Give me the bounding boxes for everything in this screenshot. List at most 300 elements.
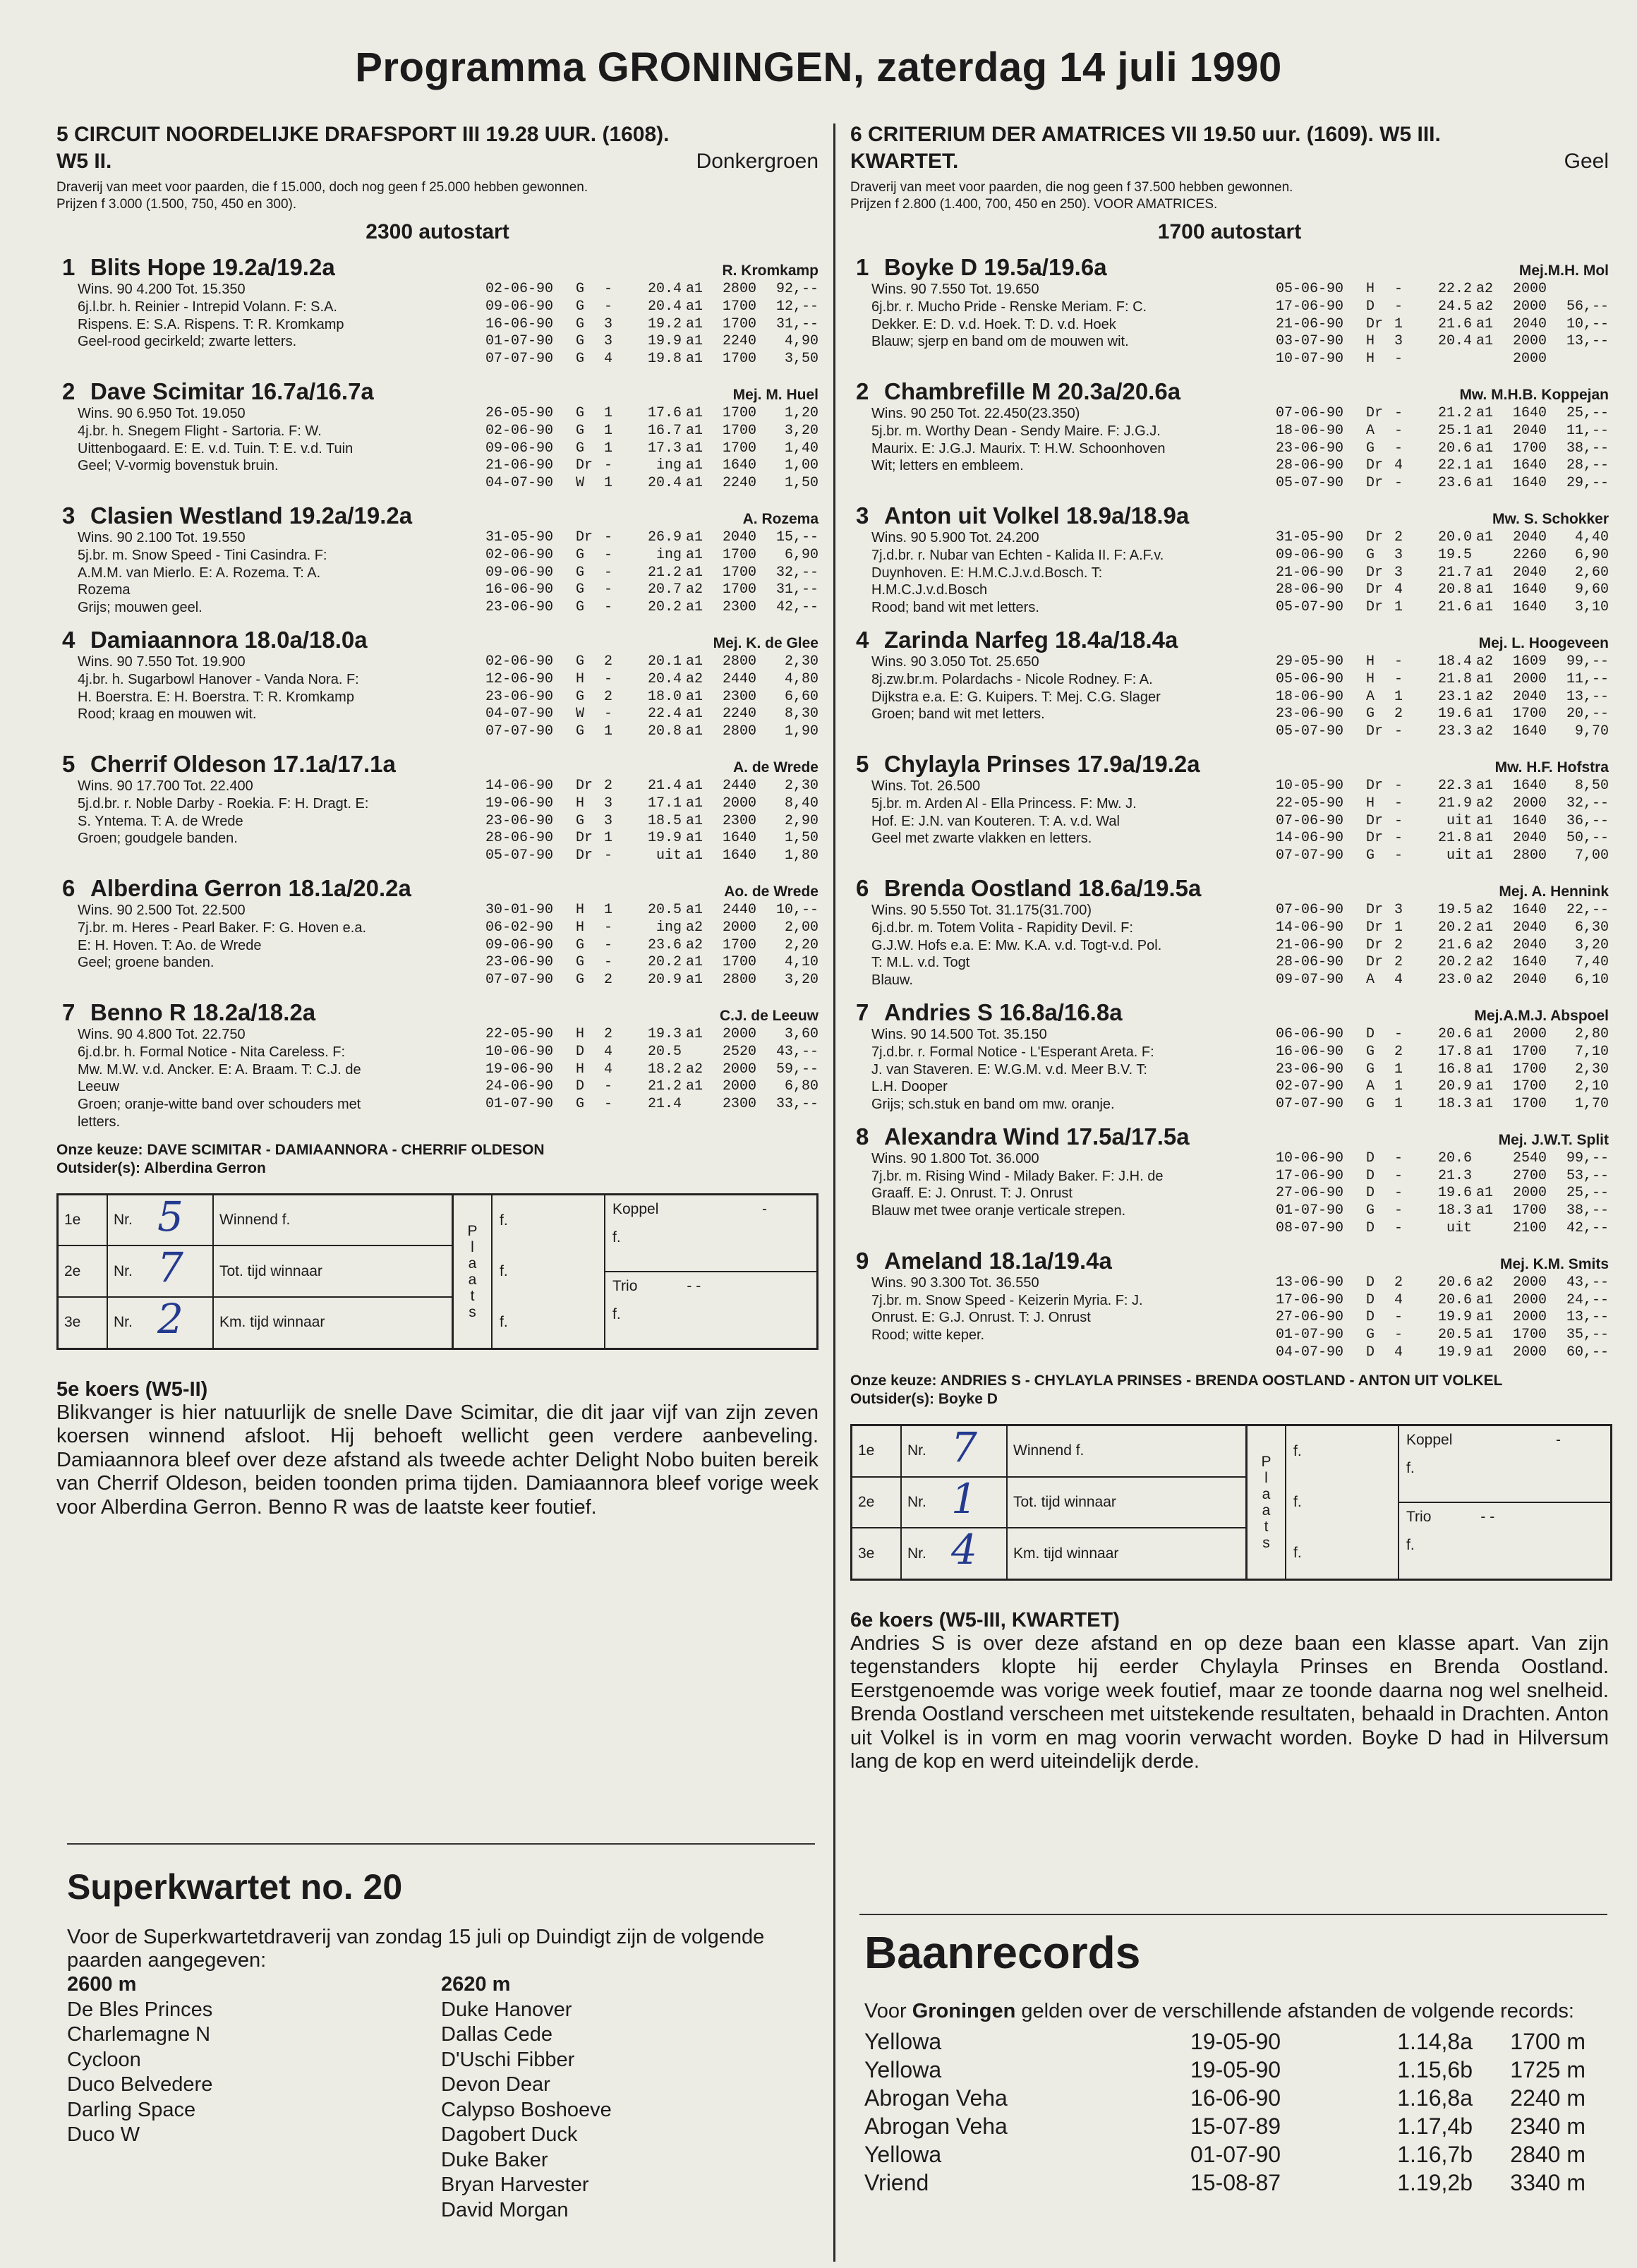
result-cell: D xyxy=(1366,1309,1375,1326)
result-cell: 22,-- xyxy=(1566,901,1609,918)
result-cell: 20.0 xyxy=(1437,529,1472,545)
horse-name: Alexandra Wind 17.5a/17.5a xyxy=(884,1123,1190,1150)
result-cell: 1700 xyxy=(1512,1327,1547,1344)
result-cell: 23-06-90 xyxy=(485,812,554,829)
result-row xyxy=(1276,689,1609,706)
result-cell: 2000 xyxy=(1512,333,1547,350)
result-row xyxy=(1276,351,1609,368)
result-cell: 11,-- xyxy=(1566,670,1609,687)
result-row xyxy=(1276,423,1609,440)
result-cell: 1640 xyxy=(1512,404,1547,421)
result-cell: 21.3 xyxy=(1437,1167,1472,1184)
result-cell: 3,20 xyxy=(1574,936,1609,953)
result-cell: 17-06-90 xyxy=(1276,298,1344,315)
baanrecords-title: Baanrecords xyxy=(864,1927,1141,1978)
result-cell: 1700 xyxy=(722,546,756,563)
result-cell: D xyxy=(1366,1344,1375,1361)
horse-info xyxy=(871,281,1276,368)
horse-name: Damiaannora 18.0a/18.0a xyxy=(90,626,368,653)
result-cell: G xyxy=(1366,1061,1375,1078)
result-cell: 4 xyxy=(1394,581,1403,598)
record-cell: Yellowa xyxy=(864,2057,942,2082)
result-cell: 01-07-90 xyxy=(485,333,554,350)
result-cell: 18.3 xyxy=(1437,1096,1472,1113)
placing-position: 3e xyxy=(59,1298,108,1348)
result-cell: 31,-- xyxy=(775,581,818,598)
record-row xyxy=(864,2027,1612,2056)
horse-header xyxy=(56,751,818,778)
result-cell: 20.6 xyxy=(1437,1025,1472,1042)
result-row xyxy=(1276,706,1609,723)
result-cell: a1 xyxy=(1475,1202,1493,1219)
result-cell: a1 xyxy=(685,830,703,847)
result-row xyxy=(485,298,818,316)
handwritten-number[interactable]: 7 xyxy=(951,1423,977,1471)
result-row xyxy=(1276,1096,1609,1114)
race-commentary xyxy=(56,1378,818,1520)
record-cell: 1.19,2b xyxy=(1397,2170,1473,2195)
result-cell: 1640 xyxy=(1512,812,1547,829)
result-cell: a1 xyxy=(685,653,703,670)
result-cell: 23-06-90 xyxy=(1276,706,1344,723)
amount-f: f. xyxy=(500,1262,508,1279)
result-row xyxy=(1276,1220,1609,1238)
koppel-f: f. xyxy=(612,1229,621,1245)
result-cell: 2 xyxy=(604,653,613,670)
result-cell: 16-06-90 xyxy=(1276,1043,1344,1060)
result-cell: 1,50 xyxy=(784,830,818,847)
result-cell: a1 xyxy=(685,404,703,421)
placing-row xyxy=(59,1295,452,1348)
horse-entry-name: Charlemagne N xyxy=(67,2023,211,2046)
result-cell: 2 xyxy=(604,777,613,794)
result-cell: - xyxy=(604,564,613,581)
horse-body xyxy=(871,902,1609,989)
result-cell: 20.9 xyxy=(647,972,682,989)
result-cell: 18.5 xyxy=(647,812,682,829)
result-cell: 2000 xyxy=(1512,1344,1547,1361)
result-cell: 2000 xyxy=(1512,351,1547,368)
result-cell: 21.8 xyxy=(1437,670,1472,687)
result-cell: 28-06-90 xyxy=(1276,457,1344,474)
outsider-label: Outsider(s): xyxy=(56,1159,141,1176)
nr-label: Nr. xyxy=(114,1262,133,1279)
superkwartet-col-2620 xyxy=(441,1972,815,2223)
nr-label: Nr. xyxy=(114,1212,133,1229)
result-cell: H xyxy=(576,1061,585,1078)
superkwartet-col-2600 xyxy=(67,1972,441,2223)
result-cell: a1 xyxy=(685,901,703,918)
result-cell: a2 xyxy=(1475,954,1493,971)
result-cell: a2 xyxy=(1475,653,1493,670)
result-cell: 1700 xyxy=(722,440,756,457)
info-line: 4j.br. h. Snegem Flight - Sartoria. F: W. xyxy=(78,423,322,439)
result-cell: a1 xyxy=(685,315,703,332)
horse-name: Chylayla Prinses 17.9a/19.2a xyxy=(884,750,1200,777)
koppel-f: f. xyxy=(1406,1459,1415,1476)
result-cell xyxy=(682,1096,707,1114)
result-cell: 2000 xyxy=(1512,1274,1547,1291)
plaats-letter: a xyxy=(1262,1502,1271,1519)
result-cell: 19.3 xyxy=(647,1025,682,1042)
result-cell: G xyxy=(576,723,585,740)
result-cell: 23-06-90 xyxy=(485,599,554,616)
horse-body xyxy=(78,902,818,989)
plaats-letter: a xyxy=(1262,1485,1271,1502)
result-cell: Dr xyxy=(576,457,593,474)
result-cell: 2040 xyxy=(1512,315,1547,332)
result-cell: 1,50 xyxy=(784,475,818,492)
result-cell: Dr xyxy=(1366,529,1384,545)
result-row xyxy=(485,423,818,440)
result-cell: a1 xyxy=(1475,670,1493,687)
result-cell: 21-06-90 xyxy=(485,457,554,474)
result-cell: a1 xyxy=(685,422,703,439)
race-conditions xyxy=(850,179,1609,213)
info-line: H. Boerstra. E: H. Boerstra. T: R. Kromkamp xyxy=(78,689,354,705)
result-cell: 2000 xyxy=(1512,298,1547,315)
result-cell: 19-06-90 xyxy=(485,1061,554,1078)
result-cell: 4 xyxy=(604,351,613,368)
result-row xyxy=(1276,778,1609,795)
result-cell: G xyxy=(1366,706,1375,723)
result-cell: 20.2 xyxy=(1437,954,1472,971)
plaats-letter: t xyxy=(470,1287,475,1304)
horse-entry xyxy=(850,875,1609,989)
result-cell: 21-06-90 xyxy=(1276,564,1344,581)
horse-number: 9 xyxy=(856,1247,869,1274)
horse-info xyxy=(78,529,485,617)
driver-name: Ao. de Wrede xyxy=(724,883,818,900)
prizes-line: Prijzen f 3.000 (1.500, 750, 450 en 300). xyxy=(56,197,297,212)
horse-info xyxy=(871,653,1276,741)
record-cell: 2840 m xyxy=(1510,2142,1585,2167)
result-cell: 13,-- xyxy=(1566,688,1609,705)
result-cell: a2 xyxy=(685,1061,703,1078)
result-row xyxy=(1276,1061,1609,1079)
result-cell: 22-05-90 xyxy=(1276,795,1344,812)
horse-entry xyxy=(850,1248,1609,1362)
horse-header xyxy=(850,999,1609,1026)
result-cell: 1640 xyxy=(1512,954,1547,971)
result-row xyxy=(1276,1185,1609,1202)
result-cell: 2040 xyxy=(1512,919,1547,936)
result-cell: H xyxy=(576,901,585,918)
result-cell: - xyxy=(604,281,613,297)
record-cell: 15-07-89 xyxy=(1190,2113,1281,2139)
commentary-text: Andries S is over deze afstand en op deze baan een klasse apart. Van zijn tegenstanders klopte hij eerder Chylayla Prinses en Brenda Oostland. Eerstgenoemde was vorige week foutief, maar ze toonde daarna nog wel snelheid. Brenda Oostland verscheen met uitstekende resultaten, behaald in Drachten. Anton uit Volkel is in vorm en mag voorin verwacht worden. Boyke D had in Hilversum lang de kop en werd uiteindelijk derde. xyxy=(850,1631,1609,1773)
result-cell: 2,30 xyxy=(1574,1061,1609,1078)
result-cell: 19.8 xyxy=(647,351,682,368)
result-cell: a1 xyxy=(685,281,703,297)
info-line: Hof. E: J.N. van Kouteren. T: A. v.d. Wal xyxy=(871,813,1120,829)
handwritten-number[interactable]: 4 xyxy=(951,1526,977,1574)
plaats-letter: a xyxy=(468,1271,477,1288)
result-cell: 92,-- xyxy=(775,281,818,297)
result-cell: G xyxy=(576,315,585,332)
commentary-text: Blikvanger is hier natuurlijk de snelle Dave Scimitar, die dit jaar vijf van zijn zeven koersen winnend afsloot. Hij behoeft wellicht geen verdere aanbeveling. Damiaannora bleef over deze afstand als tweede achter Delight Nobo buiten bereik van Cherrif Oldeson, beiden toonden prima tijden. Damiaannora bleef vorige week voor Alberdina Gerron. Benno R was de laatste keer foutief. xyxy=(56,1401,818,1519)
driver-name: Mej. L. Hoogeveen xyxy=(1478,634,1609,651)
result-cell: 6,90 xyxy=(784,546,818,563)
result-cell: 2000 xyxy=(1512,1025,1547,1042)
record-cell: 19-05-90 xyxy=(1190,2029,1281,2054)
result-cell xyxy=(1472,1220,1497,1238)
result-cell: 07-07-90 xyxy=(485,351,554,368)
result-cell: 3 xyxy=(604,812,613,829)
result-cell: D xyxy=(1366,1025,1375,1042)
result-cell: 2040 xyxy=(1512,422,1547,439)
result-cell: 08-07-90 xyxy=(1276,1220,1344,1237)
result-row xyxy=(1276,475,1609,493)
result-cell: 36,-- xyxy=(1566,812,1609,829)
horse-entry-name: D'Uschi Fibber xyxy=(441,2048,575,2071)
result-cell: 06-02-90 xyxy=(485,919,554,936)
result-cell: 20.4 xyxy=(647,670,682,687)
horse-name: Chambrefille M 20.3a/20.6a xyxy=(884,378,1181,404)
result-row xyxy=(1276,919,1609,937)
result-cell xyxy=(1472,547,1497,565)
result-cell: G xyxy=(576,936,585,953)
result-cell: 2,60 xyxy=(1574,564,1609,581)
result-cell: a1 xyxy=(685,848,703,864)
results-table xyxy=(1276,405,1609,493)
handwritten-number[interactable]: 1 xyxy=(951,1474,977,1523)
record-row xyxy=(864,2112,1612,2140)
result-row xyxy=(1276,565,1609,582)
result-cell: 04-07-90 xyxy=(1276,1344,1344,1361)
result-row xyxy=(485,902,818,919)
info-line: H.M.C.J.v.d.Bosch xyxy=(871,582,988,598)
result-cell: a1 xyxy=(1475,1078,1493,1095)
horse-header xyxy=(56,875,818,902)
superkwartet-intro: Voor de Superkwartetdraverij van zondag 15 juli op Duindigt zijn de volgende paarden aangegeven: xyxy=(67,1926,765,1972)
prediction-grid xyxy=(56,1193,818,1350)
result-row xyxy=(485,581,818,599)
outsider-value: Alberdina Gerron xyxy=(144,1159,266,1176)
result-cell: 20.5 xyxy=(1437,1327,1472,1344)
race-title: 6 CRITERIUM DER AMATRICES VII 19.50 uur. (1609). W5 III. xyxy=(850,123,1441,146)
result-cell: 2,00 xyxy=(784,919,818,936)
horse-info xyxy=(871,405,1276,493)
info-line: Wins. 90 3.300 Tot. 36.550 xyxy=(871,1274,1039,1291)
info-line: 5j.d.br. r. Noble Darby - Roekia. F: H. Dragt. E: xyxy=(78,795,369,812)
result-cell: 04-07-90 xyxy=(485,475,554,492)
conditions-line: Draverij van meet voor paarden, die nog geen f 37.500 hebben gewonnen. xyxy=(850,180,1293,195)
result-cell xyxy=(1472,1168,1497,1186)
result-cell: 2300 xyxy=(722,812,756,829)
result-cell: 21.6 xyxy=(1437,315,1472,332)
result-cell: a1 xyxy=(685,529,703,545)
result-cell: 16-06-90 xyxy=(485,581,554,598)
horse-body xyxy=(78,405,818,493)
result-cell: 38,-- xyxy=(1566,440,1609,457)
result-cell: uit xyxy=(1446,848,1472,864)
result-row xyxy=(485,937,818,955)
superkwartet-section xyxy=(67,1866,815,2223)
result-cell: 1700 xyxy=(1512,1096,1547,1113)
result-cell: 2240 xyxy=(722,333,756,350)
info-line: Maurix. E: J.G.J. Maurix. T: H.W. Schoonhoven xyxy=(871,440,1166,457)
result-cell: 09-06-90 xyxy=(1276,546,1344,563)
result-cell: 2800 xyxy=(722,723,756,740)
result-cell: 4 xyxy=(604,1043,613,1060)
result-cell: 20.5 xyxy=(647,1043,682,1060)
placing-label: Tot. tijd winnaar xyxy=(1013,1493,1116,1510)
result-cell: a1 xyxy=(1475,333,1493,350)
result-cell: a1 xyxy=(685,972,703,989)
result-cell: H xyxy=(576,919,585,936)
result-cell: 43,-- xyxy=(775,1043,818,1060)
result-cell: 24-06-90 xyxy=(485,1078,554,1095)
result-cell: Dr xyxy=(1366,315,1384,332)
result-cell: a1 xyxy=(1475,599,1493,616)
result-cell: 2440 xyxy=(722,901,756,918)
result-cell: 10,-- xyxy=(1566,315,1609,332)
result-cell: 19.5 xyxy=(1437,901,1472,918)
race-5-section xyxy=(56,121,818,1519)
result-cell: 19.9 xyxy=(1437,1309,1472,1326)
result-cell: 2000 xyxy=(1512,1185,1547,1202)
driver-name: Mw. S. Schokker xyxy=(1492,510,1609,527)
result-cell: Dr xyxy=(1366,723,1384,740)
result-cell: 05-07-90 xyxy=(485,848,554,864)
result-cell xyxy=(682,1044,707,1061)
result-cell: 02-07-90 xyxy=(1276,1078,1344,1095)
result-cell: 2700 xyxy=(1512,1167,1547,1184)
result-cell: H xyxy=(1366,795,1375,812)
horse-number: 6 xyxy=(62,874,75,901)
horse-entry-name: Bryan Harvester xyxy=(441,2173,589,2196)
result-cell: 2800 xyxy=(1512,848,1547,864)
horse-body xyxy=(78,281,818,368)
result-row xyxy=(485,1061,818,1079)
result-cell: 18.3 xyxy=(1437,1202,1472,1219)
result-cell: 42,-- xyxy=(775,599,818,616)
result-cell: 2040 xyxy=(1512,564,1547,581)
result-cell: 4 xyxy=(1394,457,1403,474)
result-cell: 2800 xyxy=(722,653,756,670)
record-cell: Abrogan Veha xyxy=(864,2085,1008,2111)
baanrecords-section xyxy=(864,1926,1612,2197)
driver-name: C.J. de Leeuw xyxy=(719,1007,818,1024)
result-cell: 17.1 xyxy=(647,795,682,812)
result-cell: G xyxy=(576,298,585,315)
result-cell: Dr xyxy=(1366,812,1384,829)
result-row xyxy=(485,457,818,475)
horse-name: Zarinda Narfeg 18.4a/18.4a xyxy=(884,626,1178,653)
result-cell xyxy=(1547,351,1609,368)
result-cell: 21.2 xyxy=(1437,404,1472,421)
horse-body xyxy=(871,405,1609,493)
result-cell: 2000 xyxy=(722,795,756,812)
horse-info xyxy=(78,405,485,493)
result-cell: 2,20 xyxy=(784,936,818,953)
result-cell: a1 xyxy=(1475,422,1493,439)
result-cell: 1640 xyxy=(1512,475,1547,492)
result-cell: a1 xyxy=(685,688,703,705)
handwritten-number[interactable]: 5 xyxy=(157,1192,183,1241)
horse-entry xyxy=(56,378,818,493)
result-cell: H xyxy=(1366,281,1375,297)
result-cell: - xyxy=(604,1078,613,1095)
result-cell: 30-01-90 xyxy=(485,901,554,918)
trio-f: f. xyxy=(1406,1536,1415,1553)
info-line: J. van Staveren. E: W.G.M. v.d. Meer B.V. T: xyxy=(871,1061,1147,1078)
horse-header xyxy=(56,627,818,653)
result-cell: 1 xyxy=(1394,688,1403,705)
result-cell xyxy=(1417,351,1472,368)
result-cell: 28,-- xyxy=(1566,457,1609,474)
handwritten-number[interactable]: 2 xyxy=(157,1295,183,1344)
placing-row xyxy=(59,1243,452,1298)
result-cell: a1 xyxy=(685,723,703,740)
record-cell: 1700 m xyxy=(1510,2029,1585,2054)
result-cell: - xyxy=(604,298,613,315)
result-cell: 2 xyxy=(604,688,613,705)
info-line: Geel-rood gecirkeld; zwarte letters. xyxy=(78,334,297,350)
result-cell: 23.6 xyxy=(1437,475,1472,492)
result-cell: 2260 xyxy=(1512,546,1547,563)
result-cell: 2 xyxy=(1394,1043,1403,1060)
result-cell: - xyxy=(1394,812,1403,829)
result-cell: 1700 xyxy=(722,315,756,332)
horse-name: Blits Hope 19.2a/19.2a xyxy=(90,254,335,280)
result-cell: a1 xyxy=(1475,1025,1493,1042)
result-cell: 24,-- xyxy=(1566,1291,1609,1308)
result-cell: 16-06-90 xyxy=(485,315,554,332)
result-cell: 07-06-90 xyxy=(1276,901,1344,918)
result-cell: - xyxy=(604,546,613,563)
result-cell: 20.8 xyxy=(647,723,682,740)
info-line: 7j.d.br. r. Nubar van Echten - Kalida II. F: A.F.v. xyxy=(871,547,1164,563)
result-cell: 1 xyxy=(604,475,613,492)
result-cell: G xyxy=(576,333,585,350)
result-cell: a1 xyxy=(1475,581,1493,598)
result-cell: G xyxy=(1366,440,1375,457)
placing-position: 2e xyxy=(852,1478,902,1528)
result-cell: 1,40 xyxy=(784,440,818,457)
result-cell: 20.2 xyxy=(647,954,682,971)
amount-f: f. xyxy=(500,1212,508,1229)
result-cell: G xyxy=(576,812,585,829)
superkwartet-title: Superkwartet no. 20 xyxy=(67,1867,403,1907)
result-cell: 1700 xyxy=(722,954,756,971)
result-row xyxy=(1276,1274,1609,1292)
info-line: 7j.br. m. Rising Wind - Milady Baker. F: J.H. de xyxy=(871,1168,1164,1184)
result-cell: 09-06-90 xyxy=(485,298,554,315)
result-cell: 09-06-90 xyxy=(485,564,554,581)
info-line: Wins. 90 14.500 Tot. 35.150 xyxy=(871,1026,1047,1042)
result-cell: a2 xyxy=(685,936,703,953)
result-cell: 16.8 xyxy=(1437,1061,1472,1078)
horse-entry xyxy=(850,999,1609,1114)
handwritten-number[interactable]: 7 xyxy=(157,1243,183,1292)
info-line: Wins. 90 5.550 Tot. 31.175(31.700) xyxy=(871,902,1092,918)
results-table xyxy=(485,1026,818,1131)
result-cell: - xyxy=(1394,281,1403,297)
result-cell: 21.8 xyxy=(1437,830,1472,847)
result-cell: 10-06-90 xyxy=(1276,1150,1344,1166)
result-row xyxy=(485,316,818,334)
result-cell: 1 xyxy=(1394,1061,1403,1078)
result-cell: - xyxy=(604,581,613,598)
result-cell: 01-07-90 xyxy=(1276,1327,1344,1344)
result-cell: 3 xyxy=(604,795,613,812)
result-cell: a1 xyxy=(1475,830,1493,847)
koppel-label: Koppel xyxy=(612,1200,659,1217)
placing-position: 3e xyxy=(852,1528,902,1579)
plaats-letter: l xyxy=(1264,1469,1268,1486)
